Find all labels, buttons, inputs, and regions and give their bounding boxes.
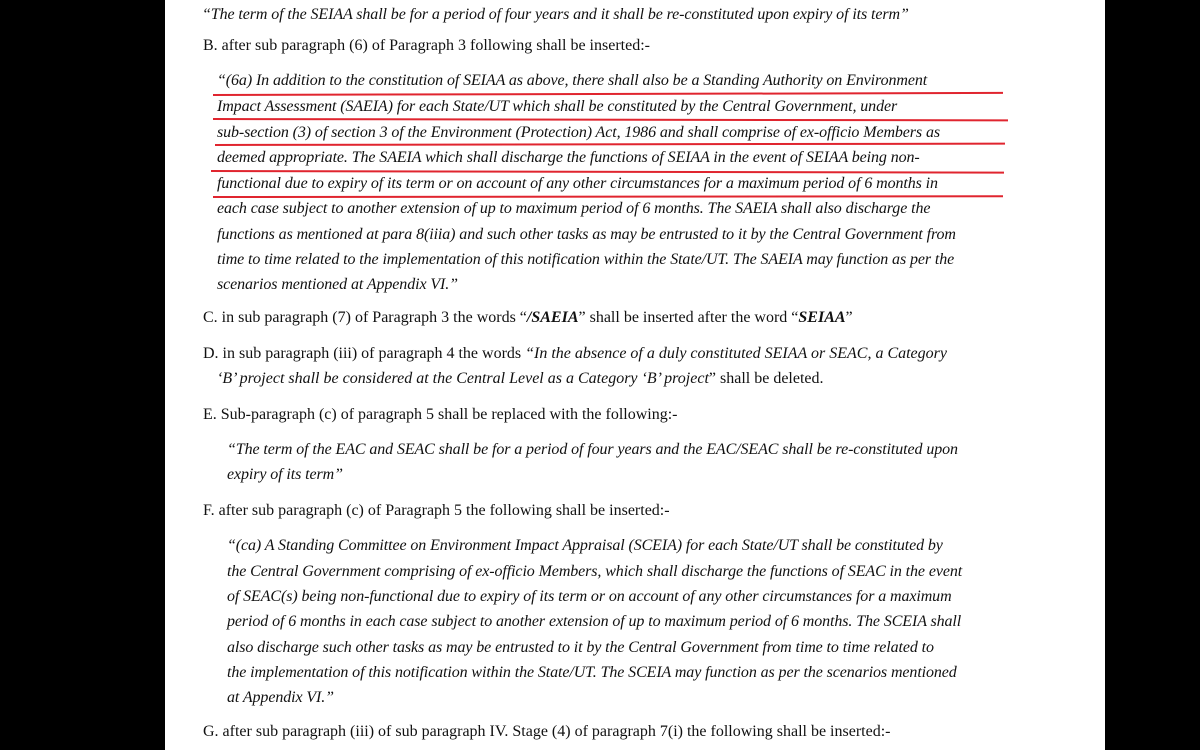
para-6a-line: scenarios mentioned at Appendix VI.” bbox=[217, 276, 458, 293]
red-underline bbox=[213, 195, 1003, 198]
red-underline bbox=[213, 92, 1003, 96]
para-e-quote-line: expiry of its term” bbox=[227, 466, 343, 483]
para-6a-line: functions as mentioned at para 8(iiia) and such other tasks as may be entrusted to it by the Central Government from bbox=[217, 226, 956, 243]
para-6a-line: time to time related to the implementation of this notification within the State/UT. The SAEIA may function as per the bbox=[217, 251, 955, 268]
item-d-quote: “In the absence of a duly constituted SEIAA or SEAC, a Category bbox=[525, 345, 947, 362]
item-c-middle: ” shall be inserted after the word “ bbox=[578, 309, 799, 326]
para-e-quote-line: “The term of the EAC and SEAC shall be for a period of four years and the EAC/SEAC shall be re-constituted upon bbox=[227, 441, 958, 458]
item-d-suffix: ” shall be deleted. bbox=[708, 370, 824, 387]
para-6a-line: “(6a) In addition to the constitution of SEIAA as above, there shall also be a Standing Authority on Environment bbox=[217, 72, 928, 89]
red-underline bbox=[215, 143, 1005, 146]
item-f: F. after sub paragraph (c) of Paragraph 5 the following shall be inserted:- bbox=[203, 502, 670, 519]
para-ca-line: “(ca) A Standing Committee on Environment Impact Appraisal (SCEIA) for each State/UT shall be constituted by bbox=[227, 537, 943, 554]
para-ca-line: period of 6 months in each case subject to another extension of up to maximum period of 6 months. The SCEIA shall bbox=[227, 613, 962, 630]
item-e: E. Sub-paragraph (c) of paragraph 5 shall be replaced with the following:- bbox=[203, 406, 678, 423]
item-c-term-saeia: /SAEIA bbox=[526, 309, 579, 326]
para-ca-line: of SEAC(s) being non-functional due to expiry of its term or on account of any other circumstances for a maximum bbox=[227, 588, 952, 605]
item-c-prefix: C. in sub paragraph (7) of Paragraph 3 the words “ bbox=[203, 309, 527, 326]
item-c-term-seiaa: SEIAA bbox=[798, 309, 846, 326]
para-ca-line: the implementation of this notification within the State/UT. The SCEIA may function as per the scenarios mentioned bbox=[227, 664, 957, 681]
para-ca-line: at Appendix VI.” bbox=[227, 689, 334, 706]
para-6a-line: Impact Assessment (SAEIA) for each State/UT which shall be constituted by the Central Government, under bbox=[217, 98, 898, 115]
item-d-line1 bbox=[203, 345, 947, 363]
item-d-quote-cont: ‘B’ project shall be considered at the Central Level as a Category ‘B’ project bbox=[217, 370, 709, 387]
document-page bbox=[165, 0, 1105, 750]
red-underline bbox=[213, 118, 1008, 121]
para-6a-line: sub-section (3) of section 3 of the Environment (Protection) Act, 1986 and shall comprise of ex-officio Members as bbox=[217, 124, 940, 141]
item-d-line2 bbox=[217, 370, 824, 388]
item-b: B. after sub paragraph (6) of Paragraph 3 following shall be inserted:- bbox=[203, 37, 650, 54]
item-d-prefix: D. in sub paragraph (iii) of paragraph 4 the words bbox=[203, 345, 526, 362]
term-of-seiaa-line: “The term of the SEIAA shall be for a period of four years and it shall be re-constituted upon expiry of its term” bbox=[202, 6, 909, 23]
item-g: G. after sub paragraph (iii) of sub paragraph IV. Stage (4) of paragraph 7(i) the following shall be inserted:- bbox=[203, 723, 891, 740]
para-ca-line: also discharge such other tasks as may be entrusted to it by the Central Government from time to time related to bbox=[227, 639, 934, 656]
para-6a-line: functional due to expiry of its term or on account of any other circumstances for a maximum period of 6 months in bbox=[217, 175, 938, 192]
para-6a-line: each case subject to another extension of up to maximum period of 6 months. The SAEIA shall also discharge the bbox=[217, 200, 931, 217]
para-ca-line: the Central Government comprising of ex-officio Members, which shall discharge the functions of SEAC in the event bbox=[227, 563, 963, 580]
red-underline bbox=[211, 170, 1004, 174]
item-c bbox=[203, 309, 853, 327]
para-6a-line: deemed appropriate. The SAEIA which shall discharge the functions of SEIAA in the event of SEIAA being non- bbox=[217, 149, 920, 166]
item-c-suffix: ” bbox=[845, 309, 853, 326]
